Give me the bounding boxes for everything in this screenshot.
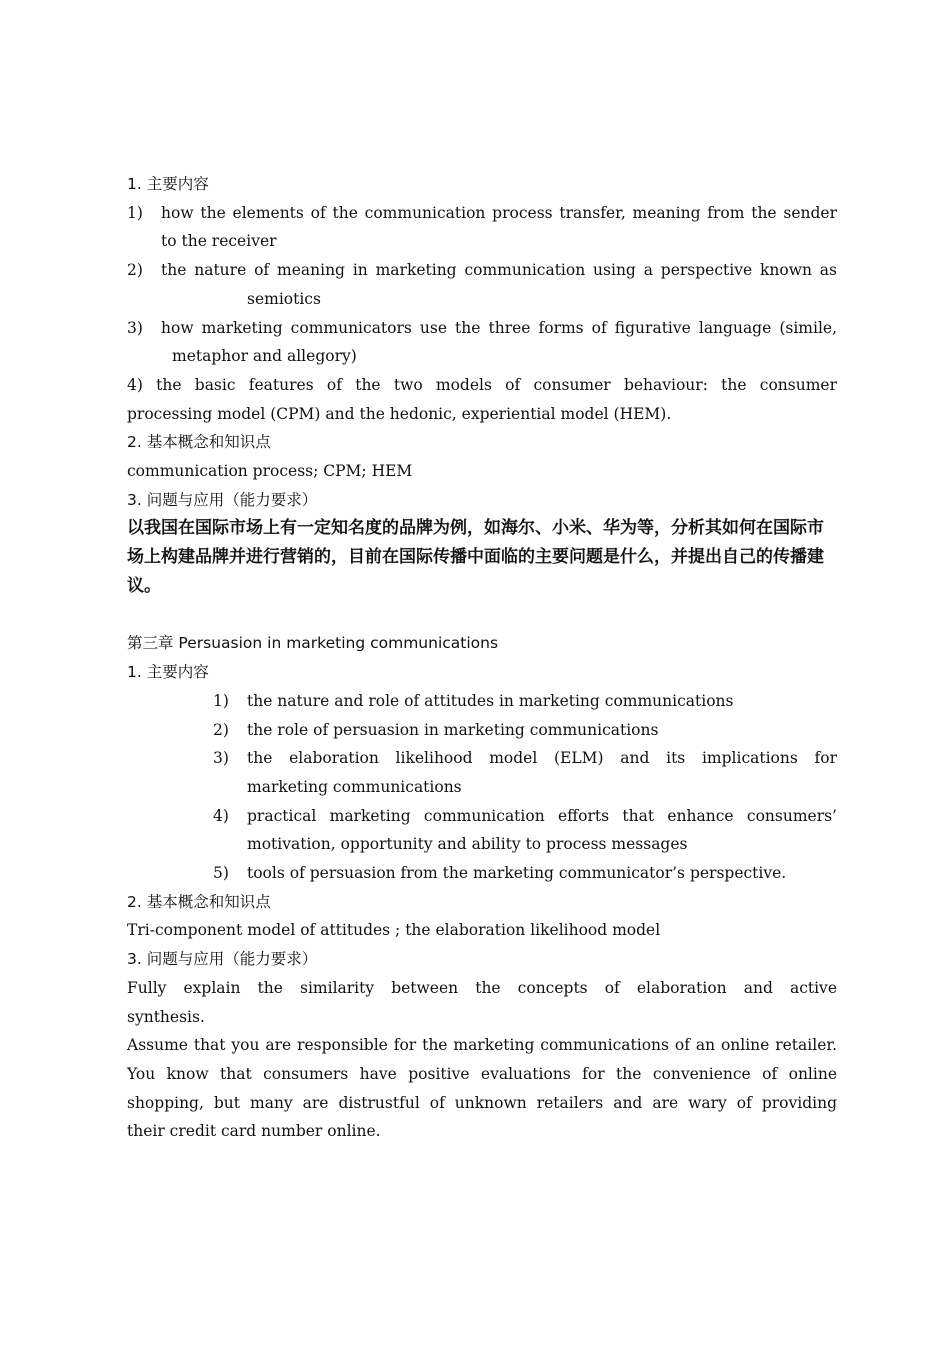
- list-item: [127, 314, 837, 371]
- concepts-text: Tri-component model of attitudes ; the elaboration likelihood model: [127, 921, 661, 940]
- list-item: [127, 256, 837, 313]
- list-item: [213, 687, 837, 716]
- list-item: [127, 199, 837, 256]
- section-heading-concepts: 2. 基本概念和知识点: [127, 892, 271, 911]
- list-text-cont: marketing communications: [247, 777, 462, 796]
- question-2-line: their credit card number online.: [127, 1122, 381, 1141]
- list-text: the nature and role of attitudes in marketing communications: [247, 691, 734, 710]
- section-heading-questions: 3. 问题与应用（能力要求）: [127, 950, 318, 969]
- question-2-line: shopping, but many are distrustful of unknown retailers and are wary of providing: [127, 1093, 837, 1112]
- list-text-cont: metaphor and allegory): [172, 347, 357, 366]
- chapter-title: 第三章 Persuasion in marketing communications: [127, 634, 499, 653]
- list-text-cont: to the receiver: [161, 232, 277, 251]
- list-item: [213, 802, 837, 859]
- question-2-line: You know that consumers have positive evaluations for the convenience of online: [127, 1064, 837, 1083]
- list-item: [213, 744, 837, 801]
- list-item-4-line2: processing model (CPM) and the hedonic, experiential model (HEM).: [127, 404, 672, 423]
- question-text-bold: 以我国在国际市场上有一定知名度的品牌为例，如海尔、小米、华为等，分析其如何在国际市场上构建品牌并进行营销的，目前在国际传播中面临的主要问题是什么，并提出自己的传播建议。: [127, 518, 824, 597]
- list-text: practical marketing communication efforts that enhance consumers’: [247, 806, 837, 825]
- list-item: [213, 716, 837, 745]
- question-1-line1: Fully explain the similarity between the concepts of elaboration and active: [127, 978, 837, 997]
- list-item: [213, 859, 837, 888]
- list-text: how marketing communicators use the three forms of figurative language (simile,: [161, 318, 837, 337]
- list-item-4-line1: 4) the basic features of the two models of consumer behaviour: the consumer: [127, 375, 837, 394]
- question-1-line2: synthesis.: [127, 1007, 205, 1026]
- document-page: [127, 170, 837, 1146]
- section-heading-main-content: 1. 主要内容: [127, 663, 209, 682]
- section-heading-concepts: 2. 基本概念和知识点: [127, 433, 271, 452]
- question-2-line: Assume that you are responsible for the marketing communications of an online retailer.: [127, 1036, 837, 1055]
- list-text: the nature of meaning in marketing communication using a perspective known as: [161, 261, 837, 280]
- list-number: 3): [127, 318, 143, 337]
- section-heading-questions: 3. 问题与应用（能力要求）: [127, 490, 318, 509]
- concepts-text: communication process; CPM; HEM: [127, 462, 413, 481]
- list-text: the role of persuasion in marketing communications: [247, 720, 659, 739]
- list-text-cont: motivation, opportunity and ability to process messages: [247, 835, 688, 854]
- section-heading-main-content: 1. 主要内容: [127, 175, 209, 193]
- list-number: 4): [213, 806, 229, 825]
- list-number: 1): [127, 203, 143, 222]
- list-number: 2): [213, 720, 229, 739]
- list-number: 3): [213, 749, 229, 768]
- list-number: 5): [213, 864, 229, 883]
- list-number: 2): [127, 261, 143, 280]
- list-number: 1): [213, 691, 229, 710]
- list-text: how the elements of the communication process transfer, meaning from the sender: [161, 203, 837, 222]
- list-text: tools of persuasion from the marketing communicator’s perspective.: [247, 864, 787, 883]
- list-text-cont: semiotics: [247, 289, 321, 308]
- spacer: [127, 601, 837, 629]
- list-text: the elaboration likelihood model (ELM) and its implications for: [247, 749, 837, 768]
